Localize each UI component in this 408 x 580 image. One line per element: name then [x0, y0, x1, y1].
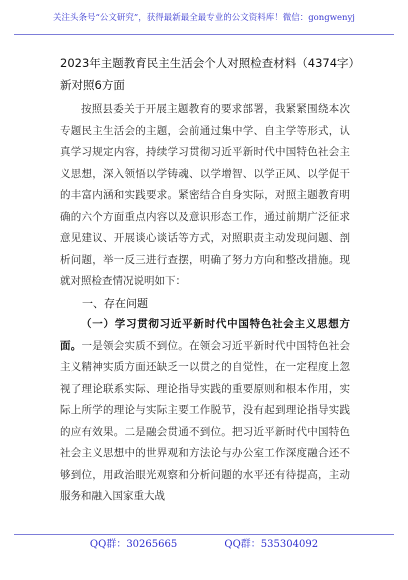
document-subtitle: 新对照6方面 [60, 78, 125, 92]
footer-qq-group-2: QQ群：535304092 [224, 539, 319, 550]
footer-banner [14, 534, 394, 557]
intro-paragraph: 按照县委关于开展主题教育的要求部署，我紧紧围绕本次专题民主生活会的主题，会前通过集中学、自主学等形式，认真学习规定内容，持续学习贯彻习近平新时代中国特色社会主义思想，深入领悟以学铸魂、以学增智、以学正风、以学促干的丰富内涵和实践要求。紧密结合自身实际，对照主题教育明确的六个方面重点内容以及意识形态工作，通过前期广泛征求意见建议、开展谈心谈话等方式，对照职责主动发现问题、剖析问题，举一反三进行查摆，明确了努力方向和整改措施。现就对照检查情况说明如下： [60, 103, 350, 287]
document-body [60, 99, 350, 508]
subsection-paragraph [60, 314, 350, 508]
footer-qq-group-1: QQ群：30265665 [89, 539, 178, 550]
subsection-heading: （一）学习贯彻习近平新时代中国特色社会主义思想方面。 [60, 318, 350, 352]
subsection-body: 一是领会实质不到位。在领会习近平新时代中国特色社会主义精神实质方面还缺乏一以贯之的自觉性，在一定程度上忽视了理论联系实际、理论指导实践的重要原则和根本作用，实际上所学的理论与实际主要工作脱节，没有起到理论指导实践的应有效果。二是融会贯通不到位。把习近平新时代中国特色社会主义思想中的世界观和方法论与办公室工作深度融合还不够到位，用政治眼光观察和分析问题的水平还有待提高，主动服务和融入国家重大战 [60, 339, 350, 502]
section-heading: 一、存在问题 [82, 296, 148, 310]
header-banner: 关注头条号“公文研究”，获得最新最全最专业的公文资料库！微信：gongwenyj [14, 6, 394, 35]
document-title: 2023年主题教育民主生活会个人对照检查材料（4374字） [60, 56, 361, 70]
